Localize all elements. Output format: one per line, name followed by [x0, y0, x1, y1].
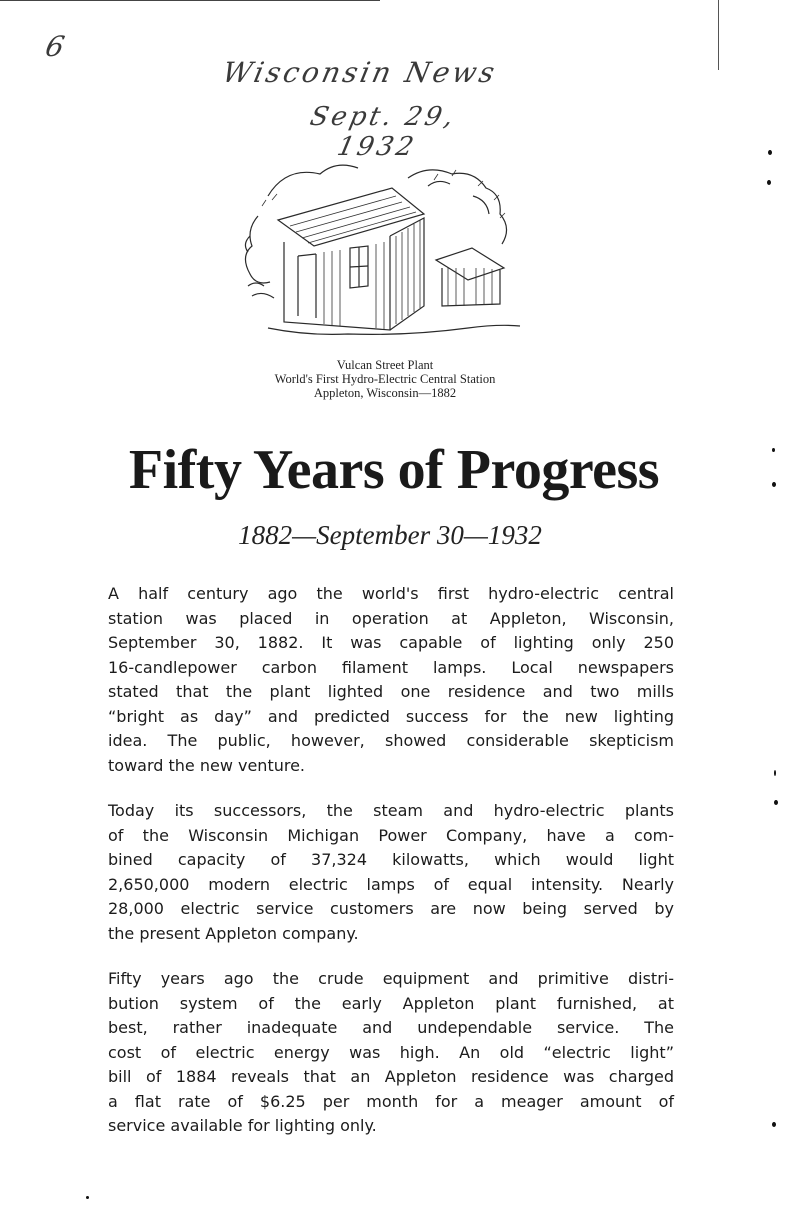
text-line: idea. The public, however, showed considerable skepticism: [108, 731, 674, 750]
text-line: cost of electric energy was high. An old “electric light”: [108, 1042, 674, 1062]
paragraph: [108, 582, 674, 778]
article-body: [108, 582, 674, 1160]
scan-speck: [767, 180, 771, 185]
scan-speck: [86, 1196, 89, 1199]
text-line: Fifty years ago the crude equipment and primitive distri-: [108, 969, 674, 988]
text-line: station was placed in operation at Appleton, Wisconsin,: [108, 608, 674, 628]
scan-edge-line-top: [0, 0, 380, 1]
text-line: of the Wisconsin Michigan Power Company, have a com-: [108, 825, 674, 845]
scan-speck: [772, 1122, 776, 1127]
handwritten-date-note: Sept. 29, 1932: [307, 102, 459, 162]
text-line: Today its successors, the steam and hydro-electric plants: [108, 801, 674, 820]
caption-line: World's First Hydro-Electric Central Station: [274, 372, 496, 386]
text-line: bined capacity of 37,324 kilowatts, which would light: [108, 850, 674, 869]
scan-speck: [774, 800, 778, 805]
text-line: bill of 1884 reveals that an Appleton residence was charged: [108, 1067, 674, 1086]
scan-speck: [768, 150, 772, 155]
scan-speck: [772, 448, 775, 452]
article-title: Fifty Years of Progress: [128, 439, 660, 501]
article-subtitle: 1882—September 30—1932: [238, 520, 542, 550]
scan-speck: [772, 482, 776, 487]
text-line: 28,000 electric service customers are now being served by: [108, 899, 674, 918]
text-line: “bright as day” and predicted success for the new lighting: [108, 706, 674, 726]
scan-speck: [774, 770, 776, 776]
handwritten-source-note: Wisconsin News: [219, 56, 501, 89]
text-line: toward the new venture.: [108, 755, 306, 775]
handwritten-page-number: 6: [42, 30, 68, 63]
text-line: A half century ago the world's first hydro-electric central: [108, 584, 674, 603]
illustration-caption: [180, 358, 590, 400]
caption-line: Appleton, Wisconsin—1882: [313, 386, 457, 400]
caption-line: Vulcan Street Plant: [336, 358, 434, 372]
text-line: bution system of the early Appleton plant furnished, at: [108, 993, 674, 1013]
text-line: a flat rate of $6.25 per month for a meager amount of: [108, 1091, 674, 1111]
paragraph: [108, 799, 674, 946]
text-line: September 30, 1882. It was capable of lighting only 250: [108, 633, 674, 652]
text-line: 16-candlepower carbon filament lamps. Local newspapers: [108, 657, 674, 677]
power-plant-building-sketch: [238, 156, 530, 336]
text-line: best, rather inadequate and undependable service. The: [108, 1018, 674, 1037]
text-line: 2,650,000 modern electric lamps of equal intensity. Nearly: [108, 874, 674, 894]
text-line: service available for lighting only.: [108, 1116, 377, 1135]
text-line: the present Appleton company.: [108, 923, 359, 943]
paragraph: [108, 967, 674, 1139]
text-line: stated that the plant lighted one residence and two mills: [108, 682, 674, 701]
scan-edge-line-right: [718, 0, 719, 70]
